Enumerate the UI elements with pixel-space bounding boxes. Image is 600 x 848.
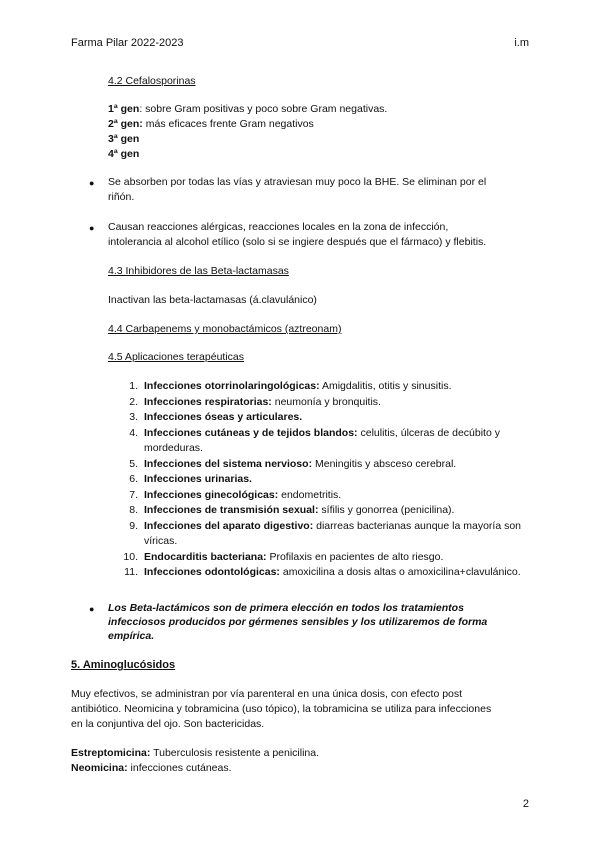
list-item bbox=[113, 472, 533, 488]
list-item-bold: Infecciones otorrinolaringológicas: bbox=[144, 380, 320, 392]
drug-line bbox=[71, 761, 232, 776]
list-item-bold: Infecciones odontológicas: bbox=[144, 566, 280, 578]
list-item bbox=[113, 426, 533, 457]
list-number: 11. bbox=[124, 566, 138, 578]
bullet-dot: ● bbox=[89, 223, 95, 233]
section-4-5-title: 4.5 Aplicaciones terapéuticas bbox=[108, 351, 245, 363]
list-item bbox=[113, 410, 533, 426]
section-4-3-title: 4.3 Inhibidores de las Beta-lactamasas bbox=[108, 265, 289, 277]
bullet-1-line-2: riñón. bbox=[108, 191, 135, 203]
list-item-bold: Infecciones cutáneas y de tejidos blandos: bbox=[144, 426, 358, 439]
list-item bbox=[113, 503, 533, 519]
bullet-2-line-2: intolerancia al alcohol etílico (solo si se ingiere después que el fármaco) y flebitis. bbox=[108, 236, 487, 248]
header-left: Farma Pilar 2022-2023 bbox=[71, 37, 184, 49]
bullet-2-line-1: Causan reacciones alérgicas, reacciones locales en la zona de infección, bbox=[108, 221, 449, 233]
list-item bbox=[113, 457, 533, 473]
bullet-dot: ● bbox=[89, 178, 95, 188]
list-item-text: endometritis. bbox=[278, 488, 342, 501]
drug-text: Tuberculosis resistente a penicilina. bbox=[150, 747, 320, 759]
list-item bbox=[113, 550, 533, 566]
applications-list bbox=[113, 379, 533, 581]
list-item-bold: Infecciones respiratorias: bbox=[144, 395, 272, 408]
list-number: 4. bbox=[129, 426, 138, 439]
list-item bbox=[113, 488, 533, 504]
note-line-1: Los Beta-lactámicos son de primera elección en todos los tratamientos bbox=[108, 602, 464, 614]
list-item-text: sífilis y gonorrea (penicilina). bbox=[318, 504, 455, 516]
list-item-text: Meningitis y absceso cerebral. bbox=[312, 457, 457, 470]
list-number: 2. bbox=[129, 395, 138, 408]
list-item-bold: Endocarditis bacteriana: bbox=[144, 550, 267, 563]
gen-line-4: 4ª gen bbox=[108, 148, 140, 160]
gen-line-1 bbox=[108, 102, 387, 117]
header-right: i.m bbox=[514, 37, 529, 49]
list-item-bold: Infecciones del aparato digestivo: bbox=[144, 519, 314, 532]
section-5-para-line-3: en la conjuntiva del ojo. Son bactericidas. bbox=[71, 718, 265, 730]
list-item-text: Profilaxis en pacientes de alto riesgo. bbox=[266, 550, 444, 563]
section-4-2-title: 4.2 Cefalosporinas bbox=[108, 75, 196, 87]
drug-name: Estreptomicina: bbox=[71, 747, 151, 759]
list-number: 7. bbox=[129, 488, 138, 501]
list-item-bold: Infecciones ginecológicas: bbox=[144, 488, 279, 501]
bullet-dot: ● bbox=[89, 604, 95, 614]
list-item-text: neumonía y bronquitis. bbox=[271, 395, 381, 408]
list-item bbox=[113, 395, 533, 411]
list-item-bold: Infecciones óseas y articulares. bbox=[144, 411, 303, 423]
drug-text: infecciones cutáneas. bbox=[127, 762, 232, 774]
gen-label: 2ª gen: bbox=[108, 118, 143, 130]
section-4-4-title: 4.4 Carbapenems y monobactámicos (aztreonam) bbox=[108, 323, 342, 335]
list-number: 10. bbox=[123, 550, 138, 563]
gen-text: más eficaces frente Gram negativos bbox=[142, 118, 314, 130]
list-item-text: celulitis, úlceras de decúbito y mordeduras. bbox=[144, 426, 500, 454]
gen-line-2 bbox=[108, 117, 314, 132]
list-number: 9. bbox=[129, 519, 138, 532]
list-item-bold: Infecciones de transmisión sexual: bbox=[144, 504, 319, 516]
gen-label: 1ª gen bbox=[108, 103, 140, 115]
drug-line bbox=[71, 746, 319, 761]
list-item-bold: Infecciones urinarias. bbox=[144, 473, 252, 485]
note-line-2: infecciosos producidos por gérmenes sensibles y los utilizaremos de forma bbox=[108, 616, 488, 628]
gen-text: : sobre Gram positivas y poco sobre Gram negativas. bbox=[139, 103, 388, 115]
list-number: 1. bbox=[129, 380, 138, 392]
list-item bbox=[113, 519, 533, 550]
section-5-para-line-1: Muy efectivos, se administran por vía parenteral en una única dosis, con efecto post bbox=[71, 688, 463, 700]
page-number: 2 bbox=[522, 798, 529, 810]
note-line-3: empírica. bbox=[108, 630, 155, 642]
section-5-para-line-2: antibiótico. Neomicina y tobramicina (uso tópico), la tobramicina se utiliza para infecciones bbox=[71, 703, 492, 715]
list-item-text: diarreas bacterianas aunque la mayoría son víricas. bbox=[144, 519, 522, 547]
list-item-text: amoxicilina a dosis altas o amoxicilina+clavulánico. bbox=[279, 566, 521, 578]
list-item bbox=[113, 379, 533, 395]
section-5-title: 5. Aminoglucósidos bbox=[71, 659, 176, 671]
list-item bbox=[113, 565, 533, 581]
list-item-bold: Infecciones del sistema nervioso: bbox=[144, 457, 313, 470]
list-item-text: Amigdalitis, otitis y sinusitis. bbox=[319, 380, 452, 392]
list-number: 5. bbox=[129, 457, 138, 470]
bullet-1-line-1: Se absorben por todas las vías y atraviesan muy poco la BHE. Se eliminan por el bbox=[108, 176, 487, 188]
section-4-3-text: Inactivan las beta-lactamasas (á.clavulánico) bbox=[108, 294, 317, 306]
drug-name: Neomicina: bbox=[71, 762, 128, 774]
gen-line-3: 3ª gen bbox=[108, 133, 140, 145]
list-number: 8. bbox=[129, 504, 138, 516]
list-number: 6. bbox=[129, 473, 138, 485]
list-number: 3. bbox=[129, 411, 138, 423]
